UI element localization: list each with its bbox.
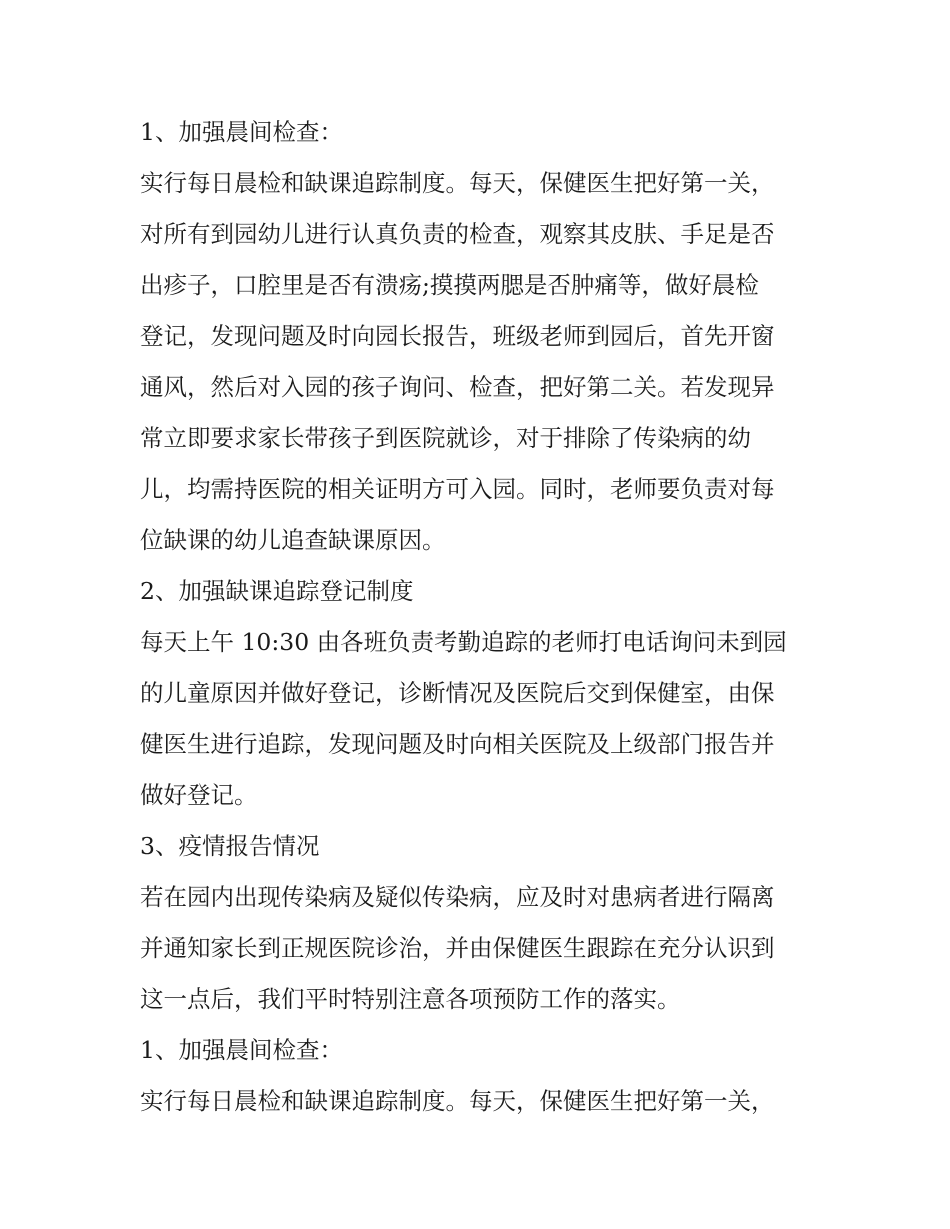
- paragraph-line: 常立即要求家长带孩子到医院就诊，对于排除了传染病的幼: [140, 424, 751, 452]
- paragraph-line: 做好登记。: [140, 781, 258, 809]
- paragraph-line: 实行每日晨检和缺课追踪制度。每天，保健医生把好第一关，: [140, 169, 775, 197]
- paragraph-line: 登记，发现问题及时向园长报告，班级老师到园后，首先开窗: [140, 322, 775, 350]
- paragraph-line: 并通知家长到正规医院诊治，并由保健医生跟踪在充分认识到: [140, 934, 775, 962]
- paragraph-line: 每天上午 10:30 由各班负责考勤追踪的老师打电话询问未到园: [140, 628, 787, 656]
- paragraph-line: 出疹子，口腔里是否有溃疡;摸摸两腮是否肿痛等，做好晨检: [140, 271, 759, 299]
- paragraph-line: 若在园内出现传染病及疑似传染病，应及时对患病者进行隔离: [140, 883, 775, 911]
- paragraph-line: 实行每日晨检和缺课追踪制度。每天，保健医生把好第一关，: [140, 1087, 775, 1115]
- section-heading: 2、加强缺课追踪登记制度: [140, 577, 414, 605]
- paragraph-line: 对所有到园幼儿进行认真负责的检查，观察其皮肤、手足是否: [140, 220, 775, 248]
- paragraph-line: 这一点后，我们平时特别注意各项预防工作的落实。: [140, 985, 681, 1013]
- paragraph-line: 健医生进行追踪，发现问题及时向相关医院及上级部门报告并: [140, 730, 775, 758]
- paragraph-line: 通风，然后对入园的孩子询问、检查，把好第二关。若发现异: [140, 373, 775, 401]
- paragraph-line: 儿，均需持医院的相关证明方可入园。同时，老师要负责对每: [140, 475, 775, 503]
- section-heading: 1、加强晨间检查：: [140, 118, 343, 146]
- section-heading: 3、疫情报告情况: [140, 832, 320, 860]
- section-heading: 1、加强晨间检查：: [140, 1036, 343, 1064]
- paragraph-line: 位缺课的幼儿追查缺课原因。: [140, 526, 446, 554]
- document-body: [140, 107, 820, 1127]
- paragraph-line: 的儿童原因并做好登记，诊断情况及医院后交到保健室，由保: [140, 679, 775, 707]
